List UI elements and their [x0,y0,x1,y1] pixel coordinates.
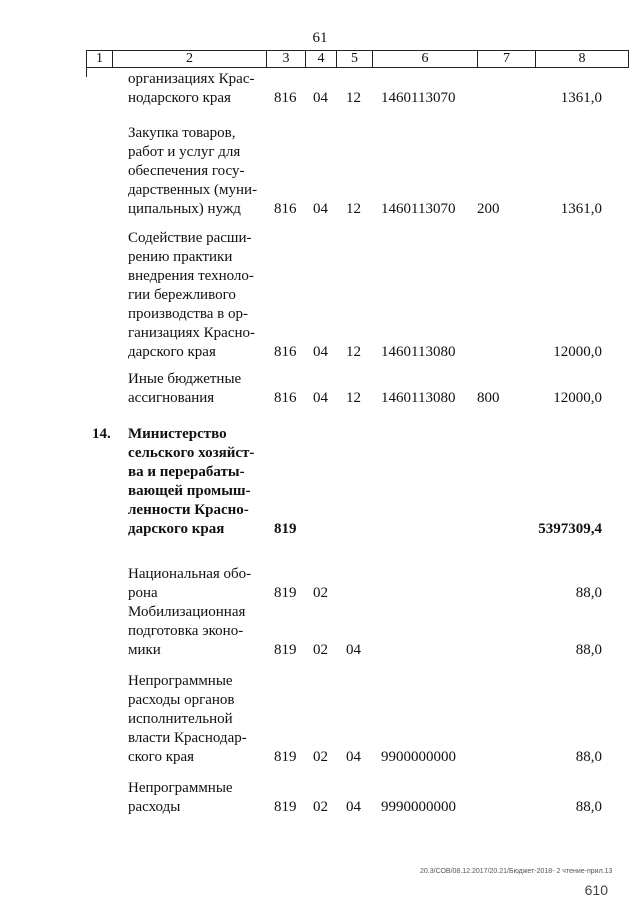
page-number: 61 [312,30,328,46]
cell-col-3: 819 [274,521,297,537]
cell-col-4: 02 [313,749,328,765]
table-row [0,370,640,408]
row-name-line: ленности Красно- [128,502,249,518]
cell-col-8: 1361,0 [560,201,602,217]
cell-col-7: 800 [477,390,500,406]
row-name-line: Непрограммные [128,780,233,796]
table-row [0,565,640,603]
row-name-line: производства в ор- [128,306,248,322]
row-name-line: власти Краснодар- [128,730,247,746]
row-name [128,603,262,660]
cell-col-8: 12000,0 [553,344,602,360]
cell-col-3: 816 [274,390,297,406]
row-name [128,425,262,539]
cell-col-4: 04 [313,344,328,360]
table-row [0,603,640,660]
row-name-line: ассигнования [128,390,215,406]
row-name-line: расходы органов [128,692,235,708]
cell-col-8: 88,0 [575,749,602,765]
cell-col-6: 1460113080 [381,344,456,360]
row-name-line: ва и перерабаты- [128,464,245,480]
cell-col-5: 12 [346,90,361,106]
cell-col-3: 816 [274,90,297,106]
table-row [0,124,640,219]
row-name-line: Иные бюджетные [128,371,242,387]
row-name-line: мики [128,642,161,658]
cell-col-4: 04 [313,201,328,217]
cell-col-4: 02 [313,799,328,815]
row-name [128,779,262,817]
header-col-6: 6 [373,51,478,68]
cell-col-5: 04 [346,749,361,765]
cell-col-8: 5397309,4 [538,521,602,537]
footer-reference: 20.3/СОВ/08.12.2017/20.21/Бюджет-2018- 2 чтение-прил.13 [420,868,613,875]
handwritten-page-stamp: 610 [584,882,608,898]
header-col-7: 7 [478,51,536,68]
row-name [128,124,262,219]
cell-col-7: 200 [477,201,500,217]
cell-col-6: 9990000000 [381,799,456,815]
row-name-line: ганизациях Красно- [128,325,255,341]
table-row [0,779,640,817]
row-name-line: Национальная обо- [128,566,252,582]
cell-col-4: 04 [313,90,328,106]
row-name-line: дарского края [128,521,225,537]
row-name-line: ского края [128,749,195,765]
row-name-line: дарского края [128,344,216,360]
row-name-line: Министерство [128,426,227,442]
row-name-line: вающей промыш- [128,483,251,499]
cell-col-5: 12 [346,390,361,406]
header-col-8: 8 [536,51,629,68]
header-col-1: 1 [87,51,113,68]
row-name [128,672,262,767]
cell-col-3: 819 [274,642,297,658]
row-name [128,370,262,408]
cell-col-3: 819 [274,749,297,765]
row-name-line: обеспечения госу- [128,163,245,179]
cell-col-3: 819 [274,799,297,815]
row-name-line: Содействие расши- [128,230,252,246]
row-name-line: рению практики [128,249,233,265]
cell-col-6: 1460113070 [381,201,456,217]
row-name-line: исполнительной [128,711,233,727]
cell-col-8: 88,0 [575,585,602,601]
header-col-3: 3 [267,51,306,68]
row-name-line: сельского хозяйст- [128,445,255,461]
row-name-line: работ и услуг для [128,144,241,160]
column-header-row [86,50,629,68]
row-name-line: Мобилизационная [128,604,246,620]
cell-col-4: 02 [313,585,328,601]
row-name-line: гии бережливого [128,287,236,303]
table-row [0,229,640,362]
row-name-line: ципальных) нужд [128,201,241,217]
row-name-line: организациях Крас- [128,71,255,87]
row-name [128,565,262,603]
cell-col-5: 12 [346,344,361,360]
row-name [128,70,262,108]
cell-col-6: 9900000000 [381,749,456,765]
cell-col-5: 04 [346,642,361,658]
table-row [0,425,640,539]
cell-col-3: 819 [274,585,297,601]
row-name-line: внедрения техноло- [128,268,254,284]
row-number: 14. [92,426,111,442]
cell-col-8: 1361,0 [560,90,602,106]
header-col-2: 2 [113,51,267,68]
row-name-line: нодарского края [128,90,231,106]
cell-col-8: 12000,0 [553,390,602,406]
cell-col-3: 816 [274,201,297,217]
row-name-line: расходы [128,799,181,815]
table-row [0,70,640,108]
cell-col-5: 04 [346,799,361,815]
row-name-line: дарственных (муни- [128,182,258,198]
cell-col-6: 1460113070 [381,90,456,106]
row-name-line: подготовка эконо- [128,623,244,639]
table-row [0,672,640,767]
cell-col-6: 1460113080 [381,390,456,406]
cell-col-8: 88,0 [575,642,602,658]
cell-col-5: 12 [346,201,361,217]
cell-col-4: 04 [313,390,328,406]
row-name-line: Закупка товаров, [128,125,236,141]
row-name [128,229,262,362]
header-col-4: 4 [306,51,337,68]
cell-col-8: 88,0 [575,799,602,815]
cell-col-3: 816 [274,344,297,360]
row-name-line: Непрограммные [128,673,233,689]
row-name-line: рона [128,585,158,601]
header-col-5: 5 [337,51,373,68]
cell-col-4: 02 [313,642,328,658]
